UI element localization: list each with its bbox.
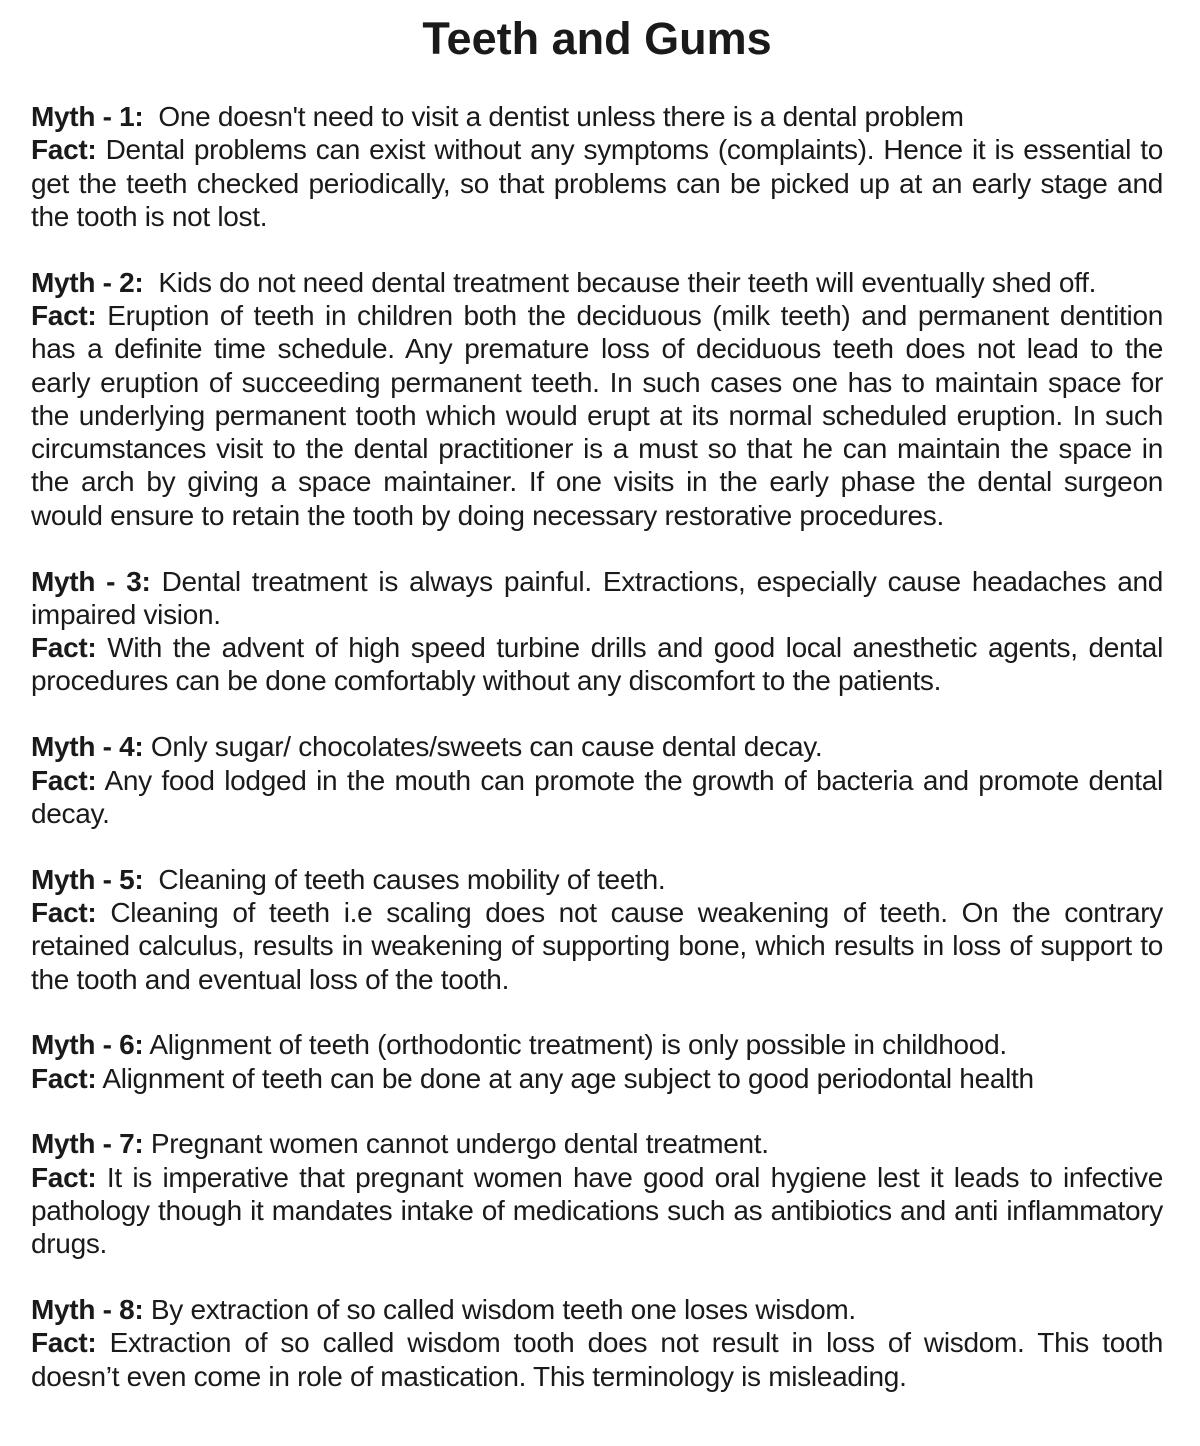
myth-text: Only sugar/ chocolates/sweets can cause dental decay.	[150, 731, 823, 763]
myth-entry-2	[31, 266, 1163, 532]
myth-label: Myth - 8:	[31, 1294, 144, 1326]
fact-text: Alignment of teeth can be done at any age subject to good periodontal health	[102, 1062, 1034, 1094]
fact-text: Cleaning of teeth i.e scaling does not cause weakening of teeth. On the contrary retained calculus, results in weakening of supporting bone, which results in loss of support to the tooth and eventual loss of the tooth.	[31, 896, 1163, 995]
myth-label: Myth - 6:	[31, 1029, 144, 1061]
myth-text: Dental treatment is always painful. Extractions, especially cause headaches and impaired vision.	[31, 565, 1164, 630]
fact-statement	[31, 1161, 1163, 1261]
myth-entry-7	[31, 1127, 1163, 1260]
fact-label: Fact:	[31, 764, 97, 796]
myth-entry-6	[31, 1028, 1163, 1095]
myth-text: Cleaning of teeth causes mobility of teeth.	[158, 863, 666, 895]
myth-text: Pregnant women cannot undergo dental treatment.	[150, 1128, 769, 1160]
myth-text: One doesn't need to visit a dentist unless there is a dental problem	[158, 101, 964, 132]
fact-text: It is imperative that pregnant women have good oral hygiene lest it leads to infective pathology though it mandates intake of medications such as antibiotics and anti inflammatory drugs.	[31, 1161, 1164, 1260]
myth-text: By extraction of so called wisdom teeth one loses wisdom.	[150, 1294, 856, 1326]
myth-statement	[31, 1293, 1163, 1326]
myth-statement	[31, 730, 1163, 763]
fact-text: Eruption of teeth in children both the deciduous (milk teeth) and permanent dentition has a definite time schedule. Any premature loss of deciduous teeth does not lead to the early eruption of succeeding permanent teeth. In such cases one has to maintain space for the underlying permanent tooth which would erupt at its normal scheduled eruption. In such circumstances visit to the dental practitioner is a must so that he can maintain the space in the arch by giving a space maintainer. If one visits in the early phase the dental surgeon would ensure to retain the tooth by doing necessary restorative procedures.	[31, 299, 1163, 531]
fact-text: Any food lodged in the mouth can promote the growth of bacteria and promote dental decay.	[31, 764, 1163, 829]
myth-statement	[31, 1127, 1163, 1160]
myth-label: Myth - 7:	[31, 1128, 144, 1160]
page-title: Teeth and Gums	[422, 13, 772, 64]
fact-statement	[31, 133, 1163, 233]
myth-statement	[31, 100, 1163, 133]
fact-label: Fact:	[31, 632, 97, 664]
myth-statement	[31, 565, 1163, 632]
myth-text: Kids do not need dental treatment because their teeth will eventually shed off.	[158, 266, 1097, 298]
fact-label: Fact:	[31, 134, 97, 166]
myth-label: Myth - 3:	[31, 565, 151, 597]
fact-statement	[31, 299, 1163, 532]
fact-statement	[31, 896, 1163, 996]
myth-text: Alignment of teeth (orthodontic treatment) is only possible in childhood.	[149, 1029, 1007, 1061]
myth-entry-5	[31, 863, 1163, 996]
fact-label: Fact:	[31, 1327, 97, 1359]
myth-entry-3	[31, 565, 1163, 698]
fact-text: Dental problems can exist without any symptoms (complaints). Hence it is essential to get the teeth checked periodically, so that problems can be picked up at an early stage and the tooth is not lost.	[31, 134, 1163, 232]
myth-statement	[31, 863, 1163, 896]
fact-text: With the advent of high speed turbine drills and good local anesthetic agents, dental procedures can be done comfortably without any discomfort to the patients.	[31, 632, 1163, 697]
fact-label: Fact:	[31, 896, 97, 928]
myth-label: Myth - 4:	[31, 731, 144, 763]
myth-label: Myth - 5:	[31, 863, 144, 895]
fact-statement	[31, 1062, 1163, 1095]
fact-statement	[31, 631, 1163, 698]
myth-entry-4	[31, 730, 1163, 830]
myth-statement	[31, 1028, 1163, 1061]
fact-statement	[31, 764, 1163, 831]
fact-label: Fact:	[31, 1161, 97, 1193]
myth-statement	[31, 266, 1163, 299]
document-page	[31, 12, 1163, 1426]
myth-label: Myth - 1:	[31, 101, 144, 132]
fact-label: Fact:	[31, 1062, 97, 1094]
myth-entry-8	[31, 1293, 1163, 1393]
myth-label: Myth - 2:	[31, 266, 144, 298]
fact-text: Extraction of so called wisdom tooth does not result in loss of wisdom. This tooth doesn’t even come in role of mastication. This terminology is misleading.	[31, 1327, 1163, 1392]
fact-label: Fact:	[31, 299, 97, 331]
myth-entry-1	[31, 100, 1163, 233]
fact-statement	[31, 1326, 1163, 1393]
